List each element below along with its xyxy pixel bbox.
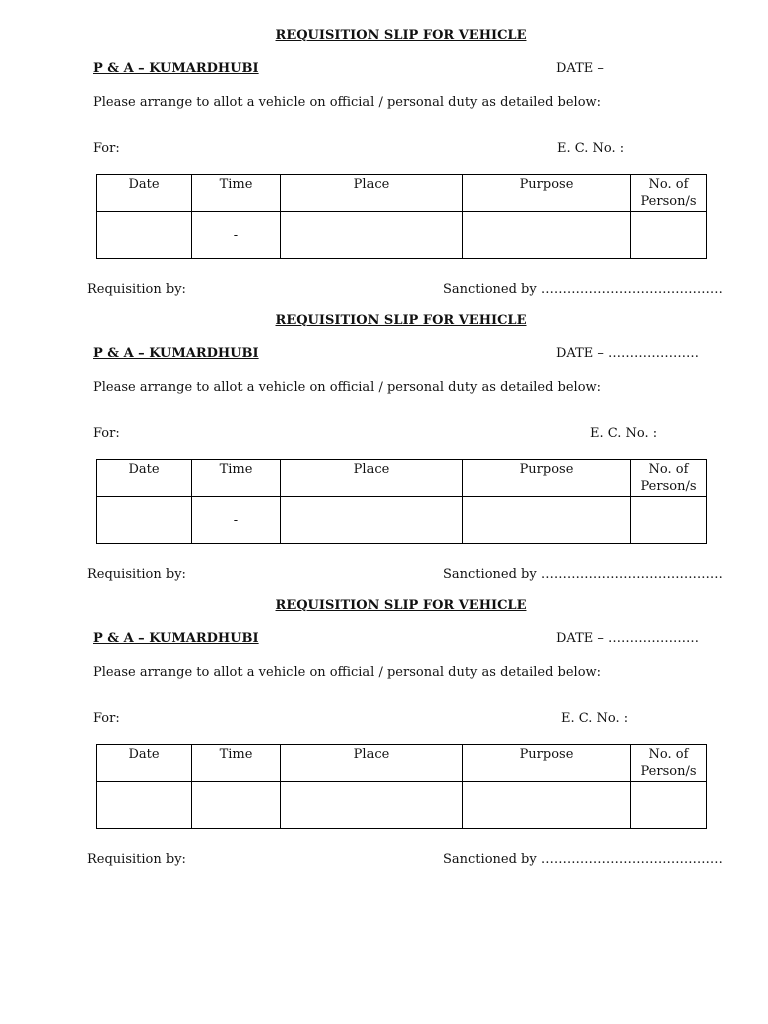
- instruction-text: Please arrange to allot a vehicle on official / personal duty as detailed below:: [93, 95, 602, 110]
- table-header-row: [97, 460, 707, 497]
- organization-name: P & A – KUMARDHUBI: [93, 346, 259, 361]
- sanctioned-by-label: Sanctioned by ……………………………………: [443, 567, 723, 582]
- column-header-persons: No. of Person/s: [631, 460, 707, 497]
- cell-place[interactable]: [281, 497, 463, 544]
- column-header-purpose: Purpose: [463, 460, 631, 497]
- requisition-slip-3: [0, 570, 768, 867]
- cell-place[interactable]: [281, 212, 463, 259]
- cell-date[interactable]: [97, 782, 192, 829]
- organization-name: P & A – KUMARDHUBI: [93, 631, 259, 646]
- vehicle-details-table: [96, 459, 707, 544]
- organization-name: P & A – KUMARDHUBI: [93, 61, 259, 76]
- slip-title: REQUISITION SLIP FOR VEHICLE: [275, 313, 527, 328]
- date-label: DATE – …………………: [556, 346, 700, 361]
- cell-time[interactable]: -: [192, 212, 281, 259]
- date-label: DATE –: [556, 61, 604, 76]
- table-header-row: [97, 175, 707, 212]
- column-header-time: Time: [192, 460, 281, 497]
- cell-time[interactable]: [192, 782, 281, 829]
- sanctioned-by-label: Sanctioned by ……………………………………: [443, 282, 723, 297]
- requisition-by-label: Requisition by:: [87, 282, 186, 297]
- cell-persons[interactable]: [631, 782, 707, 829]
- cell-persons[interactable]: [631, 212, 707, 259]
- cell-place[interactable]: [281, 782, 463, 829]
- cell-purpose[interactable]: [463, 212, 631, 259]
- column-header-persons: No. of Person/s: [631, 175, 707, 212]
- for-label: For:: [93, 711, 120, 726]
- vehicle-details-table: [96, 744, 707, 829]
- column-header-persons: No. of Person/s: [631, 745, 707, 782]
- table-row: [97, 212, 707, 259]
- column-header-time: Time: [192, 745, 281, 782]
- instruction-text: Please arrange to allot a vehicle on official / personal duty as detailed below:: [93, 665, 602, 680]
- slip-title: REQUISITION SLIP FOR VEHICLE: [275, 598, 527, 613]
- requisition-slip-1: [0, 0, 768, 297]
- ec-number-label: E. C. No. :: [590, 426, 658, 441]
- cell-persons[interactable]: [631, 497, 707, 544]
- for-label: For:: [93, 426, 120, 441]
- column-header-time: Time: [192, 175, 281, 212]
- table-row: [97, 497, 707, 544]
- column-header-place: Place: [281, 175, 463, 212]
- column-header-purpose: Purpose: [463, 175, 631, 212]
- cell-date[interactable]: [97, 497, 192, 544]
- sanctioned-by-label: Sanctioned by ……………………………………: [443, 852, 723, 867]
- ec-number-label: E. C. No. :: [561, 711, 629, 726]
- ec-number-label: E. C. No. :: [557, 141, 625, 156]
- cell-time[interactable]: -: [192, 497, 281, 544]
- table-header-row: [97, 745, 707, 782]
- column-header-place: Place: [281, 460, 463, 497]
- requisition-by-label: Requisition by:: [87, 567, 186, 582]
- date-label: DATE – …………………: [556, 631, 700, 646]
- column-header-purpose: Purpose: [463, 745, 631, 782]
- cell-purpose[interactable]: [463, 497, 631, 544]
- column-header-date: Date: [97, 175, 192, 212]
- instruction-text: Please arrange to allot a vehicle on official / personal duty as detailed below:: [93, 380, 602, 395]
- column-header-date: Date: [97, 460, 192, 497]
- cell-date[interactable]: [97, 212, 192, 259]
- column-header-date: Date: [97, 745, 192, 782]
- for-label: For:: [93, 141, 120, 156]
- column-header-place: Place: [281, 745, 463, 782]
- vehicle-details-table: [96, 174, 707, 259]
- requisition-by-label: Requisition by:: [87, 852, 186, 867]
- requisition-slip-2: [0, 285, 768, 582]
- table-row: [97, 782, 707, 829]
- cell-purpose[interactable]: [463, 782, 631, 829]
- slip-title: REQUISITION SLIP FOR VEHICLE: [275, 28, 527, 43]
